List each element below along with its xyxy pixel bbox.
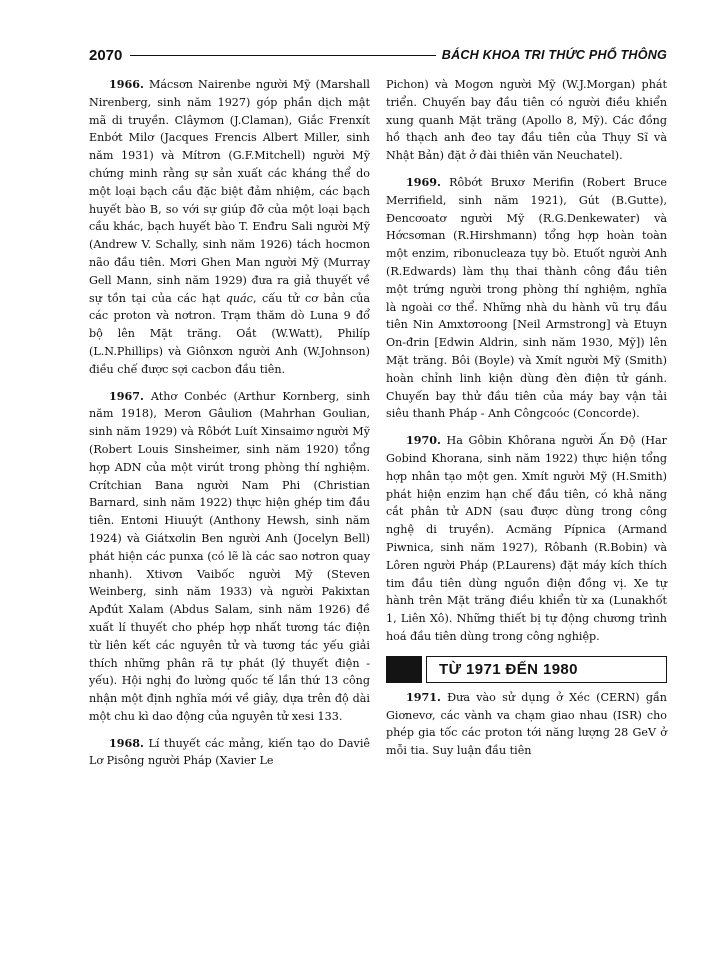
year-1968: 1968. <box>109 736 144 750</box>
page-header <box>89 44 667 66</box>
entry-1969-text: Rôbớt Bruxơ Merifin (Robert Bruce Merrifield, sinh năm 1921), Gút (B.Gutte), Đencơoatơ người Mỹ (R.G.Denkewater) và Hớcsơman (R.Hirshmann) tổng hợp hoàn toàn một enzim, ribonucleaza tụy bò. Etuốt người Anh (R.Edwards) làm thụ thai thành công đầu tiên một trứng người trong phòng thí nghiệm, nghĩa là ngoài cơ thể. Những nhà du hành vũ trụ đầu tiên Nin Amxtơroong [Neil Armstrong] và Etuyn On-đrin [Edwin Aldrin, sinh năm 1930, Mỹ]) lên Mặt trăng. Bôi (Boyle) và Xmít người Mỹ (Smith) hoàn chỉnh linh kiện dùng đèn điện tử gánh. Chuyến bay thử đầu tiên của máy bay vận tải siêu thanh Pháp - Anh Côngcoóc (Concorde). <box>386 175 667 421</box>
year-1970: 1970. <box>406 434 441 448</box>
entry-1968 <box>89 735 370 771</box>
entry-1966-italic: quác <box>225 291 253 305</box>
entry-1970-text: Ha Gôbin Khôrana người Ấn Độ (Har Gobind Khorana, sinh năm 1922) thực hiện tổng hợp nhân tạo một gen. Xmít người Mỹ (H.Smith) phát hiện enzim hạn chế đầu tiên, có khả năng cắt phân tử ADN (sau được dùng trong công nghệ di truyền). Acmăng Pípnica (Armand Piwnica, sinh năm 1927), Rôbanh (R.Bobin) và Lôren người Pháp (P.Laurens) đặt máy kích thích tim đầu tiên dùng nguồn điện đồng vị. Xe tự hành trên Mặt trăng điều khiển từ xa (Lunakhốt 1, Liên Xô). Những thiết bị tự động chương trình hoá đầu tiên dùng trong công nghiệp. <box>386 434 667 643</box>
left-column <box>89 76 370 779</box>
entry-1967 <box>89 388 370 726</box>
page-number: 2070 <box>89 46 123 64</box>
year-1966: 1966. <box>109 78 144 91</box>
header-rule <box>130 55 435 56</box>
entry-1967-text: Athơ Conbéc (Arthur Kornberg, sinh năm 1918), Merơn Gâuliơn (Mahrhan Goulian, sinh năm 1929) và Rôbớt Luít Xinsaimơ người Mỹ (Robert Louis Sinsheimer, sinh năm 1920) tổng hợp ADN của một virút trong phòng thí nghiệm. Crítchian Bana người Nam Phi (Christian Barnard, sinh năm 1922) thực hiện ghép tim đầu tiên. Entơni Hiuuýt (Anthony Hewsh, sinh năm 1924) và Giátxơlin Ben người Anh (Jocelyn Bell) phát hiện các punxa (có lẽ là các sao nơtron quay nhanh). Xtivơn Vaibốc người Mỹ (Steven Weinberg, sinh năm 1933) và người Pakixtan Apđút Xalam (Abdus Salam, sinh năm 1926) đề xuất lí thuyết cho phép hợp nhất tương tác điện từ liên kết các nguyên tử và tương tác yếu giải thích những phân rã tự phát (lý thuyết điện - yếu). Hội nghị đo lường quốc tế lần thứ 13 công nhận một định nghĩa mới về giây, dựa trên độ dài một chu kì dao động của nguyên tử xesi 133. <box>89 389 370 723</box>
section-banner <box>386 656 667 683</box>
entry-1971-text: Đưa vào sử dụng ở Xéc (CERN) gần Giơnevơ, các vành va chạm giao nhau (ISR) cho phép gia tốc các proton tới năng lượng 28 GeV ở mỗi tia. Suy luận đầu tiên <box>386 690 667 758</box>
entry-1970 <box>386 432 667 646</box>
year-1969: 1969. <box>406 175 441 189</box>
year-1967: 1967. <box>109 389 144 403</box>
entry-1968-continued: Pichon) và Mogơn người Mỹ (W.J.Morgan) phát triển. Chuyến bay đầu tiên có người điều khiển xung quanh Mặt trăng (Apollo 8, Mỹ). Các đồng hồ thạch anh đeo tay đầu tiên của Thụy Sĩ và Nhật Bản) đặt ở đài thiên văn Neuchatel). <box>386 78 667 163</box>
entry-1966-text: Mácsơn Nairenbe người Mỹ (Marshall Nirenberg, sinh năm 1927) góp phần dịch mật mã di truyền. Clâymơn (J.Claman), Giắc Frenxít Enbớt Milơ (Jacques Frencis Albert Miller, sinh năm 1931) và Mítrơn (G.F.Mitchell) người Mỹ chứng minh rằng sự sản xuất các kháng thể do một loại bạch cầu đặc biệt đảm nhiệm, các bạch huyết bào B, so với sự giúp đỡ của một loại bạch cầu khác, bạch huyết bào T. Enđru Sali người Mỹ (Andrew V. Schally, sinh năm 1926) tách hocmon não đầu tiên. Mơri Ghen Man người Mỹ (Murray Gell Mann, sinh năm 1929) đưa ra giả thuyết về sự tồn tại của các hạt <box>89 78 370 305</box>
entry-1966-text-after: , cấu tử cơ bản của các proton và nơtron. Trạm thăm dò Luna 9 đổ bộ lên Mặt trăng. Oắt (W.Watt), Philíp (L.N.Phillips) và Giônxơn người Anh (W.Johnson) điều chế được sợi cacbon đầu tiên. <box>89 291 371 376</box>
entry-1971 <box>386 689 667 760</box>
year-1971: 1971. <box>406 690 441 704</box>
right-column <box>386 76 667 769</box>
entry-1969 <box>386 174 667 423</box>
entry-1966 <box>89 76 370 379</box>
running-title: BÁCH KHOA TRI THỨC PHỔ THÔNG <box>441 48 667 62</box>
section-banner-block <box>386 656 422 683</box>
entry-1968-text: Lí thuyết các mảng, kiến tạo do Daviê Lơ Pisông người Pháp (Xavier Le <box>89 736 370 768</box>
section-heading: TỪ 1971 ĐẾN 1980 <box>426 656 667 683</box>
